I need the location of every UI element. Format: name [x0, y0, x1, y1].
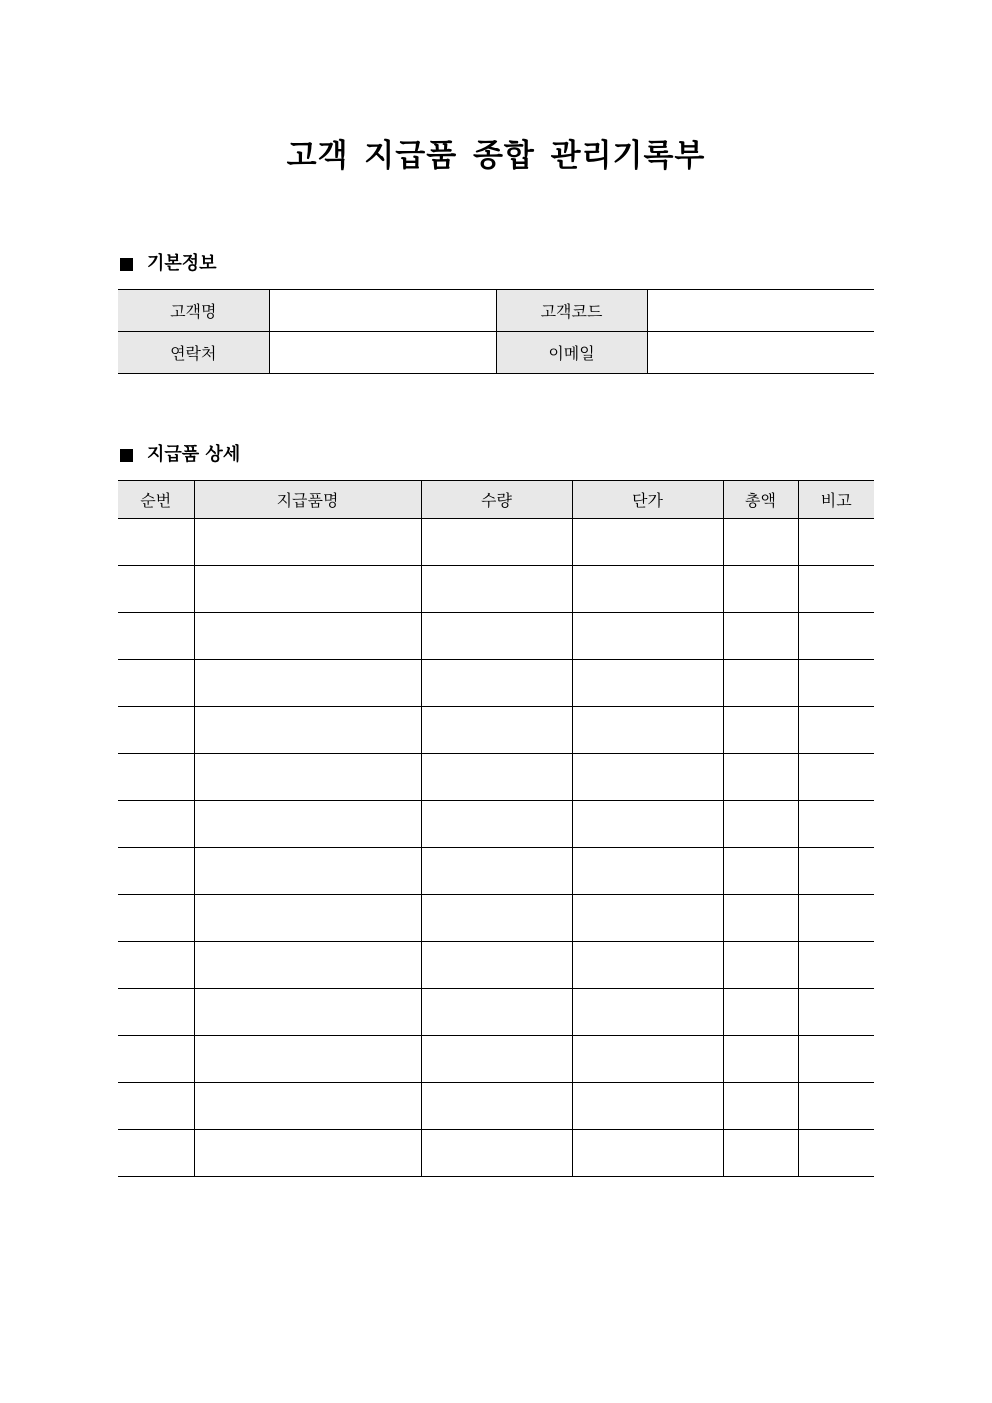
basic-info-heading — [118, 252, 217, 276]
details-header-row — [118, 481, 874, 519]
table-row — [118, 754, 874, 801]
quantity-cell[interactable] — [421, 989, 572, 1036]
item-name-cell[interactable] — [194, 1036, 421, 1083]
quantity-cell[interactable] — [421, 707, 572, 754]
total-cell[interactable] — [723, 754, 798, 801]
table-row — [118, 989, 874, 1036]
basic-info-row — [118, 332, 874, 374]
number-cell[interactable] — [118, 1036, 194, 1083]
remarks-cell[interactable] — [798, 519, 874, 566]
unit-price-cell[interactable] — [572, 519, 723, 566]
remarks-cell[interactable] — [798, 895, 874, 942]
details-heading-text: 지급품 상세 — [147, 444, 241, 465]
unit-price-cell[interactable] — [572, 613, 723, 660]
column-header-total: 총액 — [723, 481, 798, 519]
column-header-quantity: 수량 — [421, 481, 572, 519]
details-table — [118, 480, 874, 1177]
unit-price-cell[interactable] — [572, 895, 723, 942]
total-cell[interactable] — [723, 989, 798, 1036]
table-row — [118, 1130, 874, 1177]
item-name-cell[interactable] — [194, 942, 421, 989]
table-row — [118, 895, 874, 942]
contact-label: 연락처 — [118, 332, 269, 374]
document-title: 고객 지급품 종합 관리기록부 — [286, 138, 706, 174]
quantity-cell[interactable] — [421, 895, 572, 942]
total-cell[interactable] — [723, 848, 798, 895]
item-name-cell[interactable] — [194, 848, 421, 895]
number-cell[interactable] — [118, 613, 194, 660]
remarks-cell[interactable] — [798, 1083, 874, 1130]
number-cell[interactable] — [118, 801, 194, 848]
customer-code-label: 고객코드 — [496, 290, 647, 332]
basic-info-heading-text: 기본정보 — [147, 253, 217, 274]
number-cell[interactable] — [118, 848, 194, 895]
table-row — [118, 707, 874, 754]
table-row — [118, 1083, 874, 1130]
email-field[interactable] — [647, 332, 874, 374]
total-cell[interactable] — [723, 801, 798, 848]
remarks-cell[interactable] — [798, 754, 874, 801]
unit-price-cell[interactable] — [572, 754, 723, 801]
total-cell[interactable] — [723, 1130, 798, 1177]
number-cell[interactable] — [118, 1083, 194, 1130]
item-name-cell[interactable] — [194, 1130, 421, 1177]
table-row — [118, 1036, 874, 1083]
quantity-cell[interactable] — [421, 1130, 572, 1177]
table-row — [118, 519, 874, 566]
item-name-cell[interactable] — [194, 613, 421, 660]
remarks-cell[interactable] — [798, 613, 874, 660]
number-cell[interactable] — [118, 566, 194, 613]
quantity-cell[interactable] — [421, 801, 572, 848]
remarks-cell[interactable] — [798, 1130, 874, 1177]
unit-price-cell[interactable] — [572, 801, 723, 848]
remarks-cell[interactable] — [798, 566, 874, 613]
remarks-cell[interactable] — [798, 660, 874, 707]
quantity-cell[interactable] — [421, 566, 572, 613]
contact-field[interactable] — [269, 332, 496, 374]
total-cell[interactable] — [723, 895, 798, 942]
item-name-cell[interactable] — [194, 566, 421, 613]
number-cell[interactable] — [118, 895, 194, 942]
number-cell[interactable] — [118, 519, 194, 566]
remarks-cell[interactable] — [798, 707, 874, 754]
total-cell[interactable] — [723, 1083, 798, 1130]
unit-price-cell[interactable] — [572, 989, 723, 1036]
number-cell[interactable] — [118, 942, 194, 989]
email-label: 이메일 — [496, 332, 647, 374]
quantity-cell[interactable] — [421, 1036, 572, 1083]
quantity-cell[interactable] — [421, 519, 572, 566]
table-row — [118, 942, 874, 989]
total-cell[interactable] — [723, 566, 798, 613]
column-header-unit-price: 단가 — [572, 481, 723, 519]
number-cell[interactable] — [118, 660, 194, 707]
quantity-cell[interactable] — [421, 754, 572, 801]
table-row — [118, 613, 874, 660]
remarks-cell[interactable] — [798, 989, 874, 1036]
square-bullet-icon — [120, 258, 133, 271]
unit-price-cell[interactable] — [572, 660, 723, 707]
remarks-cell[interactable] — [798, 942, 874, 989]
table-row — [118, 848, 874, 895]
customer-name-field[interactable] — [269, 290, 496, 332]
basic-info-table — [118, 289, 874, 374]
item-name-cell[interactable] — [194, 660, 421, 707]
basic-info-row — [118, 290, 874, 332]
item-name-cell[interactable] — [194, 895, 421, 942]
remarks-cell[interactable] — [798, 848, 874, 895]
details-table-body — [118, 519, 874, 1177]
customer-name-label: 고객명 — [118, 290, 269, 332]
table-row — [118, 801, 874, 848]
item-name-cell[interactable] — [194, 519, 421, 566]
quantity-cell[interactable] — [421, 942, 572, 989]
total-cell[interactable] — [723, 519, 798, 566]
total-cell[interactable] — [723, 707, 798, 754]
customer-code-field[interactable] — [647, 290, 874, 332]
unit-price-cell[interactable] — [572, 1036, 723, 1083]
quantity-cell[interactable] — [421, 660, 572, 707]
remarks-cell[interactable] — [798, 1036, 874, 1083]
item-name-cell[interactable] — [194, 989, 421, 1036]
total-cell[interactable] — [723, 1036, 798, 1083]
unit-price-cell[interactable] — [572, 1083, 723, 1130]
column-header-remarks: 비고 — [798, 481, 874, 519]
square-bullet-icon — [120, 449, 133, 462]
item-name-cell[interactable] — [194, 754, 421, 801]
unit-price-cell[interactable] — [572, 566, 723, 613]
number-cell[interactable] — [118, 989, 194, 1036]
unit-price-cell[interactable] — [572, 848, 723, 895]
item-name-cell[interactable] — [194, 707, 421, 754]
item-name-cell[interactable] — [194, 801, 421, 848]
table-row — [118, 660, 874, 707]
table-row — [118, 566, 874, 613]
number-cell[interactable] — [118, 707, 194, 754]
unit-price-cell[interactable] — [572, 942, 723, 989]
quantity-cell[interactable] — [421, 1083, 572, 1130]
column-header-number: 순번 — [118, 481, 194, 519]
quantity-cell[interactable] — [421, 848, 572, 895]
total-cell[interactable] — [723, 942, 798, 989]
number-cell[interactable] — [118, 754, 194, 801]
details-heading — [118, 443, 240, 467]
column-header-item-name: 지급품명 — [194, 481, 421, 519]
total-cell[interactable] — [723, 613, 798, 660]
item-name-cell[interactable] — [194, 1083, 421, 1130]
number-cell[interactable] — [118, 1130, 194, 1177]
unit-price-cell[interactable] — [572, 707, 723, 754]
quantity-cell[interactable] — [421, 613, 572, 660]
total-cell[interactable] — [723, 660, 798, 707]
unit-price-cell[interactable] — [572, 1130, 723, 1177]
remarks-cell[interactable] — [798, 801, 874, 848]
